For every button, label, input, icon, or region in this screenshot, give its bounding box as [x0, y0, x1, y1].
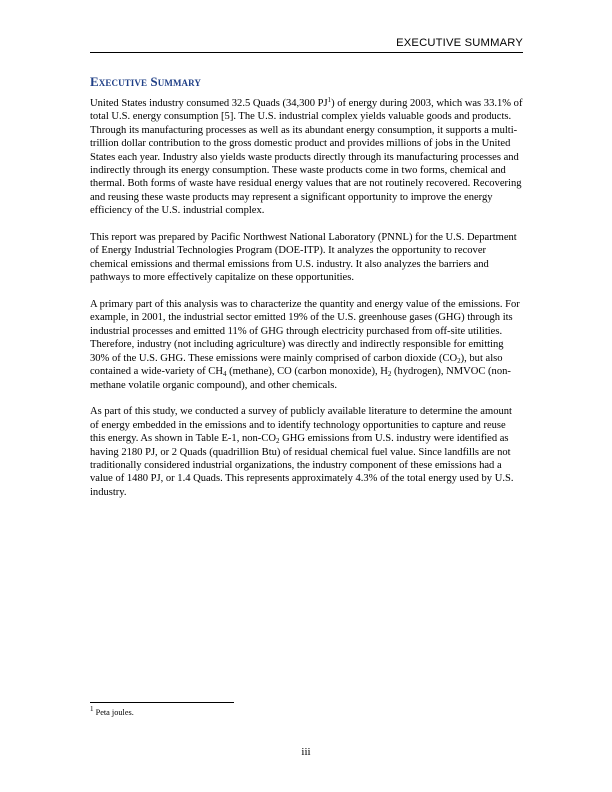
paragraph-3-text-c: (methane), CO (carbon monoxide), H [226, 366, 388, 378]
section-title: Executive Summary [90, 74, 202, 89]
paragraph-3-text-a: A primary part of this analysis was to characterize the quantity and energy value of the emissions. For example, in 2001, the industrial sector emitted 19% of the U.S. greenhouse gases (GHG) through its industrial processes and emitted 11% of GHG through electricity purchased from off-site utilities. Therefore, industry (not including agriculture) was directly and indirectly responsible for emitting 30% of the U.S. GHG. These emissions were mainly comprised of carbon dioxide (CO [90, 299, 520, 364]
running-header: EXECUTIVE SUMMARY [90, 37, 523, 53]
paragraph-4-text-b: GHG emissions from U.S. industry were identified as having 2180 PJ, or 2 Quads (quadrillion Btu) of residual chemical fuel value. Since landfills are not traditionally considered industrial organizations, the industry component of these emissions had a value of 1480 PJ, or 1.4 Quads. This represents approximately 4.3% of the total energy used by U.S. industry. [90, 433, 514, 498]
paragraph-2: This report was prepared by Pacific Northwest National Laboratory (PNNL) for the U.S. Department of Energy Industrial Technologies Program (DOE-ITP). It analyzes the opportunity to recover chemical emissions and thermal emissions from U.S. industry. It also analyzes the barriers and pathways to more effectively capitalize on these opportunities. [90, 232, 517, 284]
footnote-mark: 1 [90, 705, 94, 713]
paragraph-3-text-b: ), but also contained a wide-variety of CH [90, 352, 503, 378]
subscript: 4 [222, 370, 227, 379]
footnote-divider [90, 702, 234, 703]
page-number: iii [301, 746, 311, 758]
subscript: 2 [275, 437, 280, 446]
footnote-reference[interactable]: 1 [327, 96, 332, 104]
footnote-text: Peta joules. [93, 708, 134, 717]
paragraph-4-text-a: As part of this study, we conducted a survey of publicly available literature to determine the amount of energy embedded in the emissions and to identify technology opportunities to capture and reuse this energy. As shown in Table E-1, non-CO [90, 406, 512, 445]
footnote [90, 705, 134, 717]
subscript: 2 [387, 370, 392, 379]
paragraph-1-text-b: ) of energy during 2003, which was 33.1% of total U.S. energy consumption [5]. The U.S. industrial complex yields valuable goods and products. Through its manufacturing processes as well as its abundant energy consumption, it supports a multi-trillion dollar contribution to the gross domestic product and provides millions of jobs in the United States each year. Industry also yields waste products directly through its manufacturing processes and indirectly through its energy consumption. These waste products come in two forms, chemical and thermal. Both forms of waste have residual energy values that are not routinely recovered. Recovering and reusing these waste products may represent a significant opportunity to improve the energy efficiency of the U.S. industrial complex. [90, 98, 523, 217]
paragraph-3-text-d: (hydrogen), NMVOC (non-methane volatile organic compound), and other chemicals. [90, 366, 511, 391]
paragraph-4 [90, 405, 523, 499]
paragraph-1-text-a: United States industry consumed 32.5 Quads (34,300 PJ [90, 98, 328, 109]
body-text [90, 97, 523, 513]
paragraph-1 [90, 97, 523, 218]
paragraph-3 [90, 298, 523, 392]
subscript: 2 [457, 356, 461, 365]
